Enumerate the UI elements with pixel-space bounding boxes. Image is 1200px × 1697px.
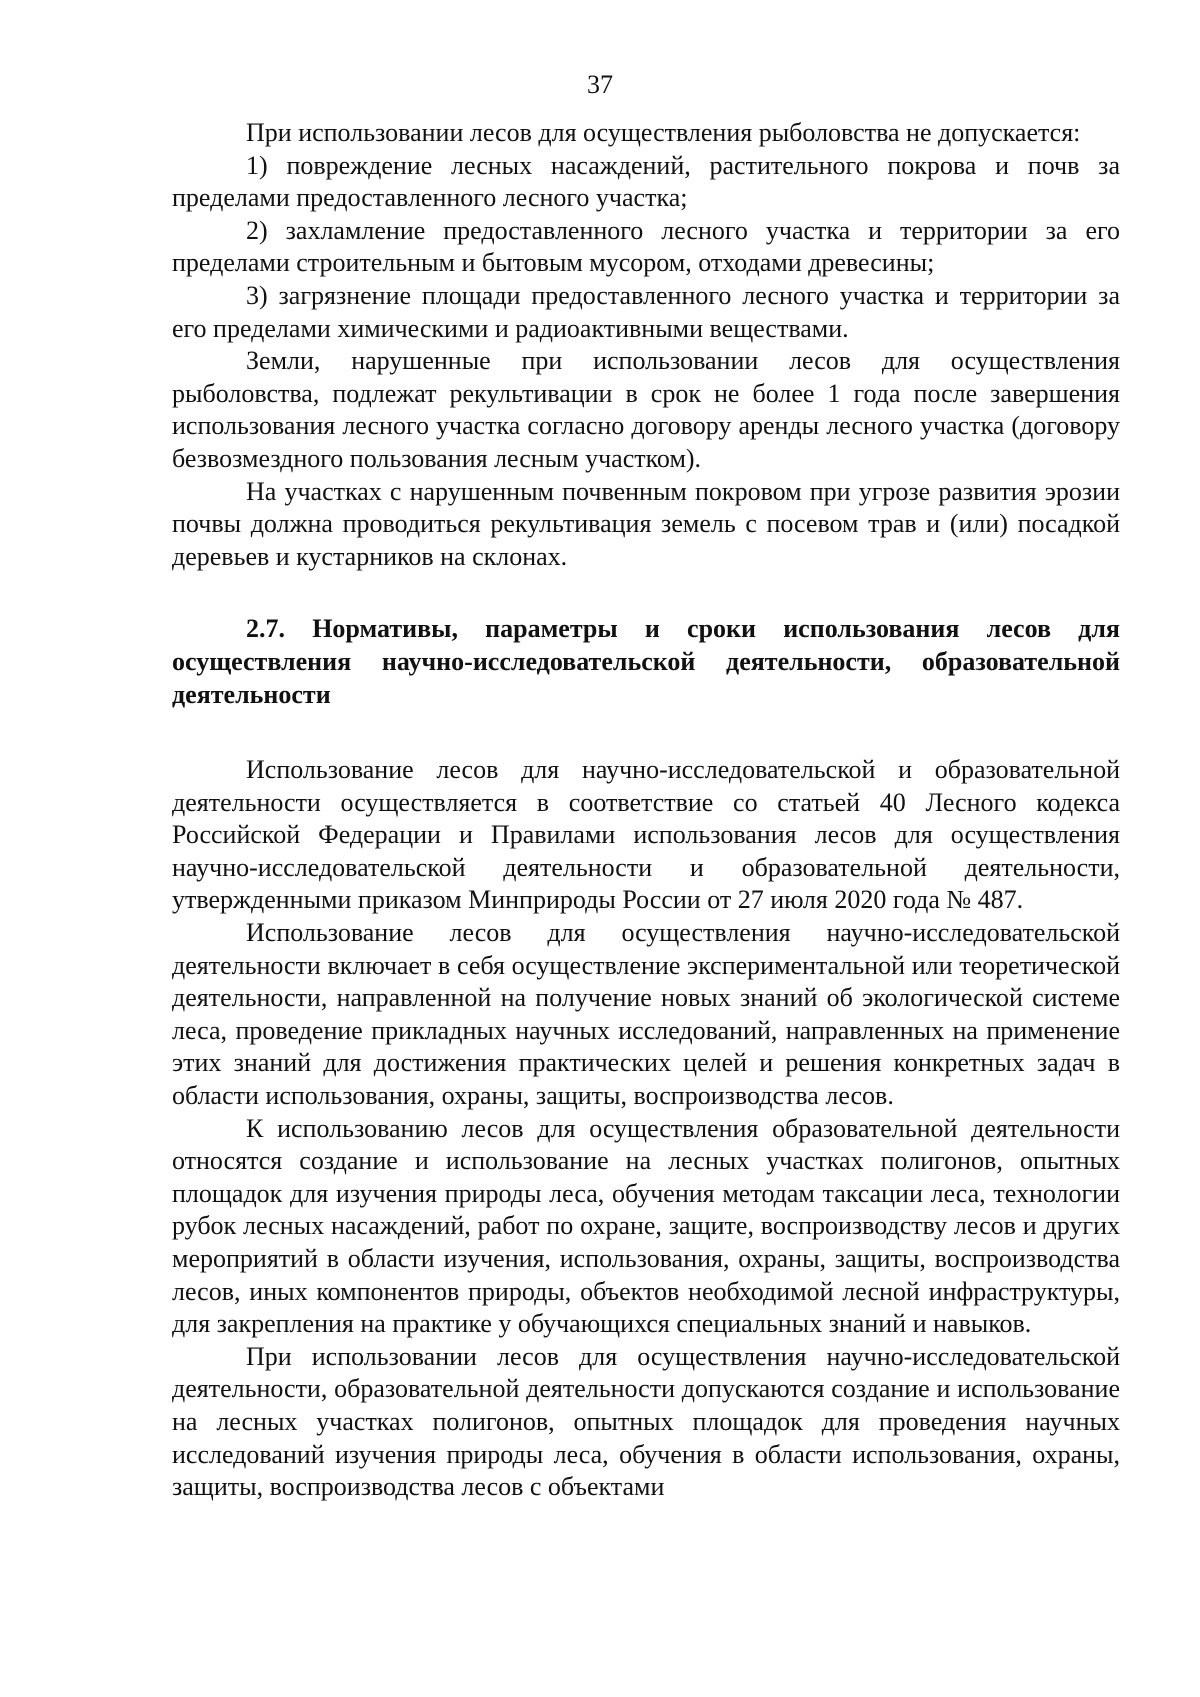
paragraph-recultivation: Земли, нарушенные при использовании лесов для осуществления рыболовства, подлежат рекультивации в срок не более 1 года после завершения использования лесного участка согласно договору аренды лесного участка (договору безвозмездного пользования лесным участком). xyxy=(172,346,1120,473)
paragraph-fishing-prohibitions: При использовании лесов для осуществления рыболовства не допускается: xyxy=(246,118,1081,147)
section-heading: 2.7. Нормативы, параметры и сроки использования лесов для осуществления научно-исследовательской деятельности, образовательной деятельности xyxy=(172,614,1120,709)
paragraph-education-scope: К использованию лесов для осуществления образовательной деятельности относятся создание и использование на лесных участках полигонов, опытных площадок для изучения природы леса, обучения методам таксации леса, технологии рубок лесных насаждений, работ по охране, защите, воспроизводству лесов и других мероприятий в области изучения, использования, охраны, защиты, воспроизводства лесов, иных компонентов природы, объектов необходимой лесной инфраструктуры, для закрепления на практике у обучающихся специальных знаний и навыков. xyxy=(172,1113,1120,1339)
list-item-pollution: 3) загрязнение площади предоставленного лесного участка и территории за его пределами химическими и радиоактивными веществами. xyxy=(172,280,1120,343)
list-item-littering: 2) захламление предоставленного лесного участка и территории за его пределами строительным и бытовым мусором, отходами древесины; xyxy=(172,215,1120,278)
paragraph-erosion: На участках с нарушенным почвенным покровом при угрозе развития эрозии почвы должна проводиться рекультивация земель с посевом трав и (или) посадкой деревьев и кустарников на склонах. xyxy=(172,476,1120,571)
page-content xyxy=(172,117,1120,1504)
paragraph-research-scope: Использование лесов для осуществления научно-исследовательской деятельности включает в себя осуществление экспериментальной или теоретической деятельности, направленной на получение новых знаний об экологической системе леса, проведение прикладных научных исследований, направленных на применение этих знаний для достижения практических целей и решения конкретных задач в области использования, охраны, защиты, воспроизводства лесов. xyxy=(172,918,1120,1111)
list-item-damage: 1) повреждение лесных насаждений, растительного покрова и почв за пределами предоставленного лесного участка; xyxy=(172,150,1120,213)
paragraph-allowed-facilities: При использовании лесов для осуществления научно-исследовательской деятельности, образовательной деятельности допускаются создание и использование на лесных участках полигонов, опытных площадок для проведения научных исследований изучения природы леса, обучения в области использования, охраны, защиты, воспроизводства лесов с объектами xyxy=(172,1341,1120,1502)
page-number: 37 xyxy=(587,70,613,99)
paragraph-research-basis: Использование лесов для научно-исследовательской и образовательной деятельности осуществляется в соответствие со статьей 40 Лесного кодекса Российской Федерации и Правилами использования лесов для осуществления научно-исследовательской деятельности и образовательной деятельности, утвержденными приказом Минприроды России от 27 июля 2020 года № 487. xyxy=(172,755,1120,915)
